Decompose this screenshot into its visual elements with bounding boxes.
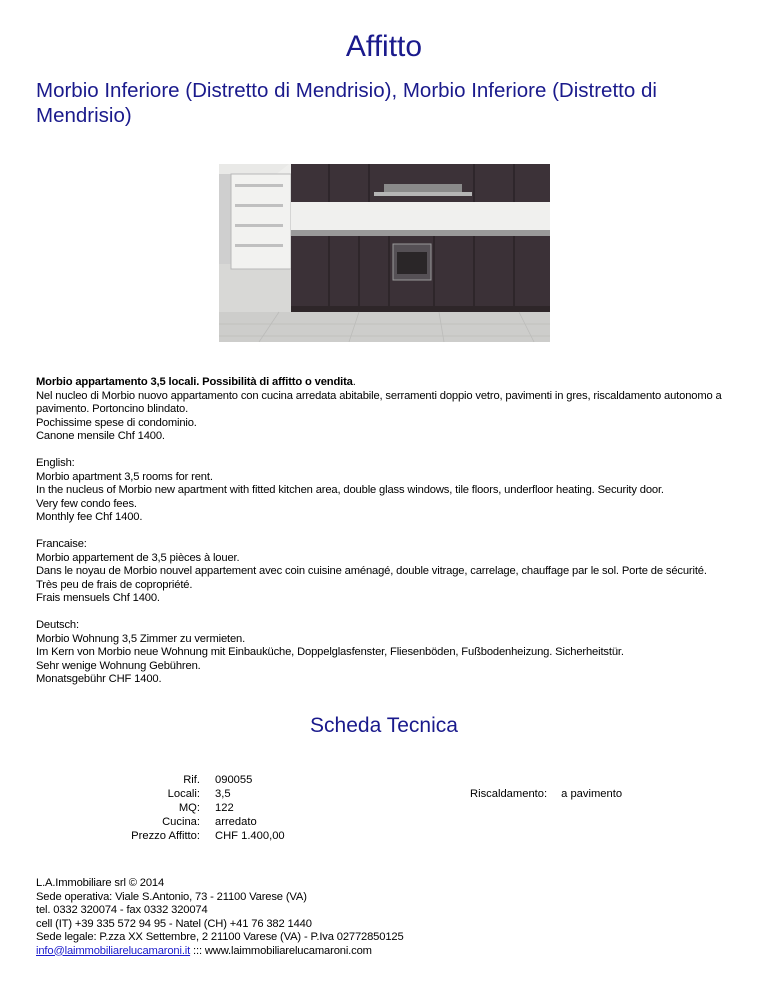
property-photo	[219, 164, 550, 342]
email-link[interactable]: info@laimmobiliarelucamaroni.it	[36, 944, 191, 957]
page-title: Affitto	[345, 30, 423, 63]
english-line: In the nucleus of Morbio new apartment with fitted kitchen area, double glass windows, tile floors, underfloor heating. Security door.	[36, 484, 664, 496]
description-french	[36, 538, 736, 606]
footer-company: L.A.Immobiliare srl © 2014	[36, 877, 165, 889]
italian-headline: Morbio appartamento 3,5 locali. Possibilità di affitto o vendita	[36, 376, 353, 388]
english-line: Monthly fee Chf 1400.	[36, 511, 143, 523]
footer-address: Sede operativa: Viale S.Antonio, 73 - 21100 Varese (VA)	[36, 890, 307, 903]
spec-value: arredato	[215, 816, 257, 828]
spec-row	[100, 829, 365, 843]
footer-contacts	[36, 945, 404, 959]
footer-mobile: cell (IT) +39 335 572 94 95 - Natel (CH) +41 76 382 1440	[36, 917, 312, 930]
description-german	[36, 619, 736, 687]
english-line: English:	[36, 457, 75, 469]
spec-row	[100, 815, 365, 829]
german-line: Morbio Wohnung 3,5 Zimmer zu vermieten.	[36, 632, 246, 645]
german-line: Im Kern von Morbio neue Wohnung mit Einbauküche, Doppelglasfenster, Fliesenböden, Fußbodenheizung. Sicherheitstür.	[36, 646, 624, 658]
spec-row	[100, 787, 365, 801]
german-line: Sehr wenige Wohnung Gebühren.	[36, 659, 201, 672]
location-heading: Morbio Inferiore (Distretto di Mendrisio), Morbio Inferiore (Distretto di Mendrisio)	[36, 79, 657, 127]
spec-row	[100, 773, 365, 787]
spec-row	[100, 801, 365, 815]
english-line: Very few condo fees.	[36, 497, 137, 510]
french-line: Morbio appartement de 3,5 pièces à louer.	[36, 551, 240, 564]
french-line: Frais mensuels Chf 1400.	[36, 592, 160, 604]
heating-label: Riscaldamento:	[470, 788, 548, 800]
footer-phone: tel. 0332 320074 - fax 0332 320074	[36, 904, 208, 916]
description-italian	[36, 376, 736, 444]
spec-label: Locali:	[167, 788, 200, 800]
spec-label: Cucina:	[162, 816, 200, 828]
spec-value: 122	[215, 802, 234, 814]
spec-label: MQ:	[178, 802, 200, 814]
italian-line: Pochissime spese di condominio.	[36, 416, 197, 429]
english-line: Morbio apartment 3,5 rooms for rent.	[36, 470, 213, 483]
section-title: Scheda Tecnica	[310, 714, 458, 737]
german-line: Monatsgebühr CHF 1400.	[36, 673, 162, 685]
website-text: www.laimmobiliarelucamaroni.com	[204, 944, 372, 957]
description-english	[36, 457, 736, 525]
french-line: Dans le noyau de Morbio nouvel appartement avec coin cuisine aménagé, double vitrage, carrelage, chauffage par le sol. Porte de sécurité.	[36, 565, 707, 577]
french-line: Francaise:	[36, 538, 87, 550]
heating-spec	[470, 788, 622, 800]
listing-description	[36, 376, 736, 700]
spec-value: CHF 1.400,00	[215, 830, 285, 842]
german-line: Deutsch:	[36, 619, 79, 631]
italian-line: Nel nucleo di Morbio nuovo appartamento con cucina arredata abitabile, serramenti doppio vetro, pavimenti in gres, riscaldamento autonomo a pavimento. Portoncino blindato.	[36, 389, 722, 415]
french-line: Très peu de frais de copropriété.	[36, 578, 193, 591]
spec-label: Rif.	[183, 774, 200, 786]
footer-legal: Sede legale: P.zza XX Settembre, 2 21100 Varese (VA) - P.Iva 02772850125	[36, 931, 404, 943]
spec-value: 3,5	[215, 788, 231, 800]
spec-value: 090055	[215, 774, 253, 786]
spec-label: Prezzo Affitto:	[131, 830, 200, 842]
italian-line: Canone mensile Chf 1400.	[36, 430, 165, 442]
specs-table	[100, 773, 365, 843]
footer	[36, 877, 404, 958]
footer-separator: :::	[190, 944, 205, 957]
italian-headline-line: Morbio appartamento 3,5 locali. Possibilità di affitto o vendita.	[36, 376, 356, 388]
heating-value: a pavimento	[561, 788, 623, 800]
